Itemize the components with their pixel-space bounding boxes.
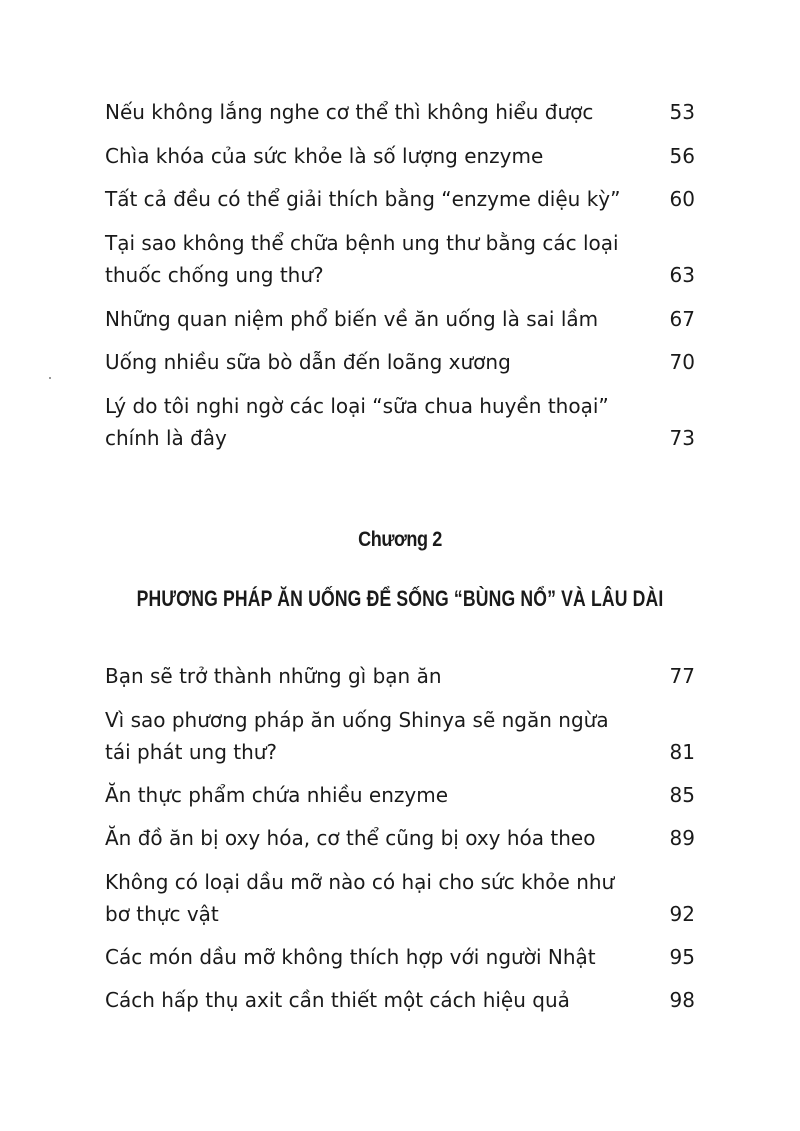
toc-entry [105, 704, 695, 768]
toc-entry [105, 183, 695, 215]
toc-entry-page: 73 [669, 426, 695, 450]
toc-entry-page: 53 [669, 100, 695, 124]
toc-entry-title: Chìa khóa của sức khỏe là số lượng enzyme [105, 144, 544, 168]
toc-entry [105, 227, 695, 291]
toc-entry-title: Ăn thực phẩm chứa nhiều enzyme [105, 783, 449, 807]
toc-entry-title: Lý do tôi nghi ngờ các loại “sữa chua huyền thoại” chính là đây [105, 394, 609, 450]
toc-entry-page: 70 [669, 350, 695, 374]
toc-entry-page: 67 [669, 307, 695, 331]
toc-entry-title: Tất cả đều có thể giải thích bằng “enzyme diệu kỳ” [105, 187, 621, 211]
scan-speck [49, 377, 51, 379]
toc-entry [105, 140, 695, 172]
toc-entry [105, 822, 695, 854]
toc-entry-title: Ăn đồ ăn bị oxy hóa, cơ thể cũng bị oxy hóa theo [105, 826, 596, 850]
toc-entry-page: 89 [669, 826, 695, 850]
toc-entry-title: Các món dầu mỡ không thích hợp với người Nhật [105, 945, 596, 969]
toc-entry [105, 390, 695, 454]
toc-entry-page: 81 [669, 740, 695, 764]
toc-entry-page: 95 [669, 945, 695, 969]
toc-entry [105, 779, 695, 811]
toc-entry-title: Tại sao không thể chữa bệnh ung thư bằng các loại thuốc chống ung thư? [105, 231, 619, 287]
toc-entry [105, 96, 695, 128]
toc-entry-page: 77 [669, 664, 695, 688]
toc-entry-page: 92 [669, 902, 695, 926]
toc-entry-title: Cách hấp thụ axit cần thiết một cách hiệu quả [105, 988, 570, 1012]
toc-entry-page: 63 [669, 263, 695, 287]
toc-entry-title: Vì sao phương pháp ăn uống Shinya sẽ ngăn ngừa tái phát ung thư? [105, 708, 609, 764]
toc-entry-title: Bạn sẽ trở thành những gì bạn ăn [105, 664, 442, 688]
chapter-title: PHƯƠNG PHÁP ĂN UỐNG ĐỂ SỐNG “BÙNG NỔ” VÀ LÂU DÀI [136, 586, 664, 611]
toc-entry [105, 346, 695, 378]
toc-entry-title: Uống nhiều sữa bò dẫn đến loãng xương [105, 350, 511, 374]
toc-entry [105, 984, 695, 1016]
toc-entry [105, 941, 695, 973]
toc-entry-page: 85 [669, 783, 695, 807]
toc-entry-title: Nếu không lắng nghe cơ thể thì không hiểu được [105, 100, 594, 124]
toc-entry-page: 98 [669, 988, 695, 1012]
toc-entry-title: Không có loại dầu mỡ nào có hại cho sức khỏe như bơ thực vật [105, 870, 615, 926]
toc-entry [105, 303, 695, 335]
toc-entry [105, 866, 695, 930]
toc-entry [105, 660, 695, 692]
toc-entry-page: 56 [669, 144, 695, 168]
toc-entry-title: Những quan niệm phổ biến về ăn uống là sai lầm [105, 307, 599, 331]
toc-entry-page: 60 [669, 187, 695, 211]
chapter-label: Chương 2 [358, 528, 442, 551]
